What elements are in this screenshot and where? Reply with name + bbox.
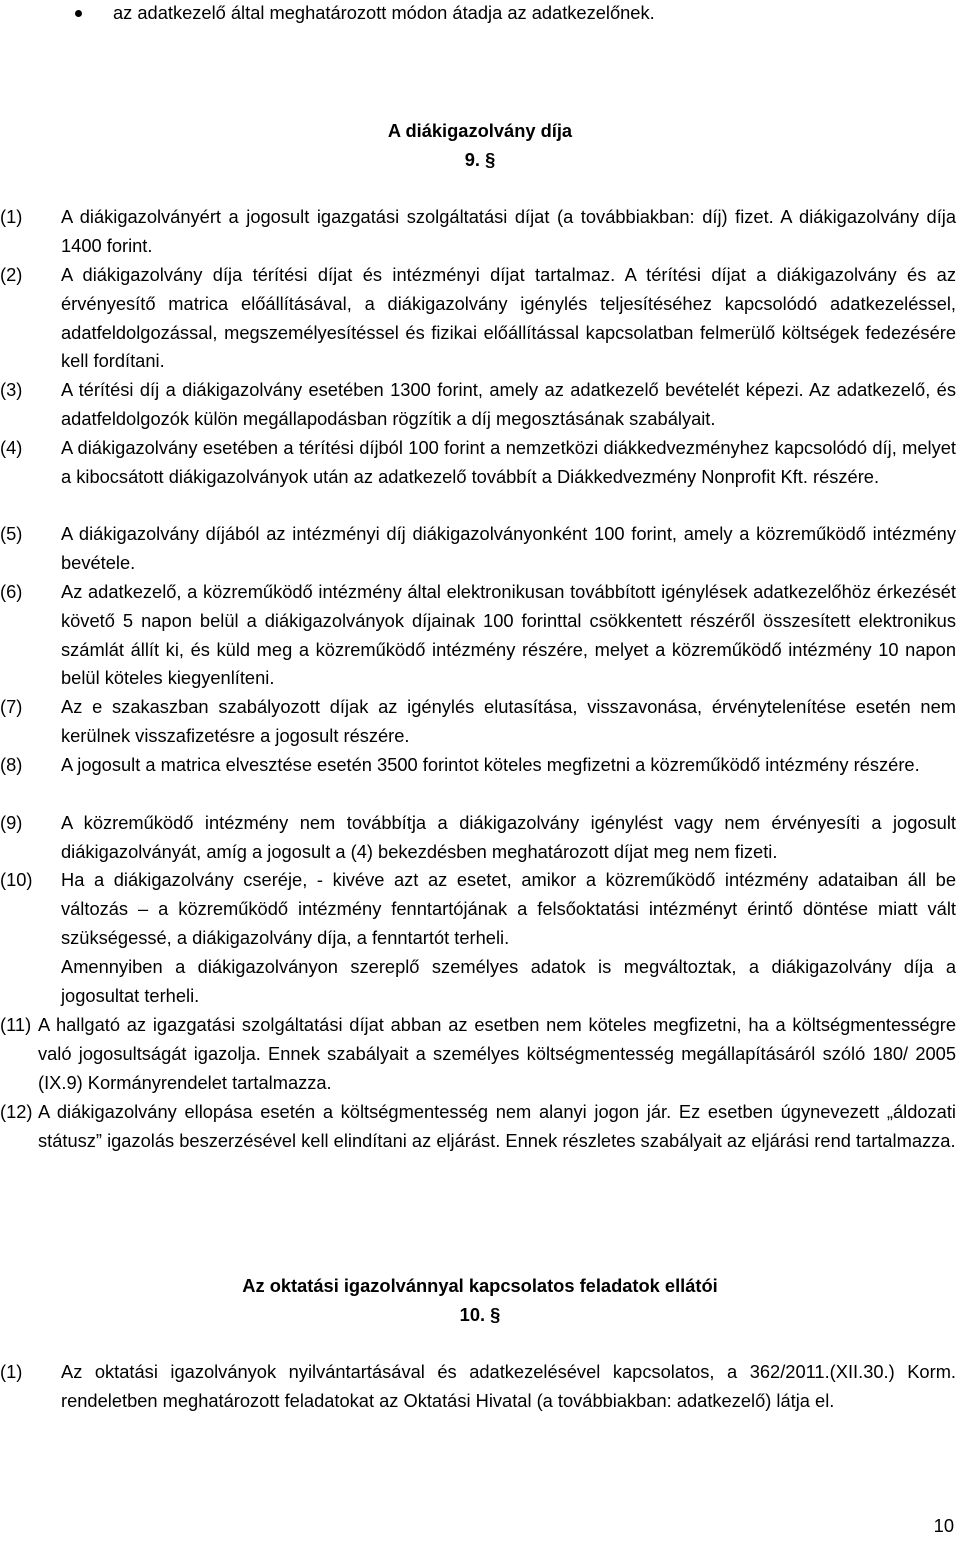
bullet-text: az adatkezelő által meghatározott módon átadja az adatkezelőnek. (113, 2, 655, 23)
paragraph-text: A diákigazolvány díja térítési díjat és intézményi díjat tartalmaz. A térítési díjat a diákigazolvány és az érvényesítő matrica előállításával, a diákigazolvány igénylés teljesítéséhez kapcsolódó adatkezeléssel, adatfeldolgozással, megszemélyesítéssel és fizikai előállítással kapcsolatban felmerülő költségek fedezésére kell fordítani. (61, 264, 956, 372)
paragraph-text: A térítési díj a diákigazolvány esetében 1300 forint, amely az adatkezelő bevételét képezi. Az adatkezelő, és adatfeldolgozók külön megállapodásban rögzítik a díj megosztásának szabályait. (61, 379, 956, 429)
paragraph-9-10 (0, 866, 956, 952)
paragraph-9-7 (0, 693, 956, 751)
paragraph-9-10-continued (0, 953, 956, 1011)
page-number: 10 (933, 1515, 954, 1536)
paragraph-text: Az adatkezelő, a közreműködő intézmény által elektronikusan továbbított igénylések adatkezelőhöz érkezését követő 5 napon belül a diákigazolványok díjainak 100 forinttal csökkentett részéről összesített elektronikus számlát állít ki, és küld meg a közreműködő intézmény részére, melyet a közreműködő intézmény 10 napon belül köteles kiegyenlíteni. (61, 581, 956, 689)
paragraph-number: (8) (0, 754, 23, 775)
paragraph-text: Az e szakaszban szabályozott díjak az igénylés elutasítása, visszavonása, érvénytelenítése esetén nem kerülnek visszafizetésre a jogosult részére. (61, 696, 956, 746)
paragraph-number: (12) (0, 1101, 33, 1122)
paragraph-number: (4) (0, 437, 23, 458)
paragraph-9-6 (0, 578, 956, 693)
paragraph-number: (6) (0, 581, 23, 602)
paragraph-9-4 (0, 434, 956, 492)
paragraph-text: Az oktatási igazolványok nyilvántartásával és adatkezelésével kapcsolatos, a 362/2011.(XII.30.) Korm. rendeletben meghatározott feladatokat az Oktatási Hivatal (a továbbiakban: adatkezelő) látja el. (61, 1361, 956, 1411)
paragraph-text: A jogosult a matrica elvesztése esetén 3500 forintot köteles megfizetni a közreműködő intézmény részére. (61, 754, 920, 775)
paragraph-text: A hallgató az igazgatási szolgáltatási díjat abban az esetben nem köteles megfizetni, ha a költségmentességre való jogosultságát igazolja. Ennek szabályait a személyes költségmentesség megállapításáról szóló 180/ 2005 (IX.9) Kormányrendelet tartalmazza. (38, 1014, 956, 1093)
section-10-title: Az oktatási igazolvánnyal kapcsolatos feladatok ellátói (242, 1275, 718, 1296)
paragraph-number: (2) (0, 264, 23, 285)
paragraph-9-1 (0, 203, 956, 261)
bullet-icon (75, 10, 82, 17)
paragraph-9-9 (0, 809, 956, 867)
paragraph-number: (9) (0, 812, 23, 833)
paragraph-number: (1) (0, 206, 23, 227)
paragraph-9-12 (0, 1098, 956, 1156)
paragraph-text: Amennyiben a diákigazolványon szereplő személyes adatok is megváltoztak, a diákigazolvány díja a jogosultat terheli. (61, 956, 956, 1006)
paragraph-9-5 (0, 520, 956, 578)
paragraph-10-1 (0, 1358, 956, 1416)
section-10-number: 10. § (459, 1304, 501, 1325)
paragraph-number: (7) (0, 696, 23, 717)
paragraph-number: (5) (0, 523, 23, 544)
paragraph-9-2 (0, 261, 956, 376)
paragraph-text: A közreműködő intézmény nem továbbítja a diákigazolvány igénylést vagy nem érvényesíti a jogosult diákigazolványát, amíg a jogosult a (4) bekezdésben meghatározott díjat meg nem fizeti. (61, 812, 956, 862)
paragraph-text: A diákigazolvány esetében a térítési díjból 100 forint a nemzetközi diákkedvezményhez kapcsolódó díj, melyet a kibocsátott diákigazolványok után az adatkezelő továbbít a Diákkedvezmény Nonprofit Kft. részére. (61, 437, 956, 487)
section-9-number: 9. § (464, 149, 496, 170)
paragraph-9-3 (0, 376, 956, 434)
paragraph-number: (3) (0, 379, 23, 400)
paragraph-9-11 (0, 1011, 956, 1097)
paragraph-text: A diákigazolvány díjából az intézményi díj diákigazolványonként 100 forint, amely a közreműködő intézmény bevétele. (61, 523, 956, 573)
paragraph-number: (1) (0, 1361, 23, 1382)
paragraph-text: A diákigazolványért a jogosult igazgatási szolgáltatási díjat (a továbbiakban: díj) fizet. A diákigazolvány díja 1400 forint. (61, 206, 956, 256)
section-9-title: A diákigazolvány díja (387, 120, 573, 141)
paragraph-number: (10) (0, 869, 33, 890)
paragraph-text: Ha a diákigazolvány cseréje, - kivéve azt az esetet, amikor a közreműködő intézmény adataiban áll be változás – a közreműködő intézmény fenntartójának a felsőoktatási intézményt érintő döntése miatt vált szükségessé, a diákigazolvány díja, a fenntartót terheli. (61, 869, 956, 948)
paragraph-text: A diákigazolvány ellopása esetén a költségmentesség nem alanyi jogon jár. Ez esetben úgynevezett „áldozati státusz” igazolás beszerzésével kell elindítani az eljárást. Ennek részletes szabályait az eljárási rend tartalmazza. (38, 1101, 956, 1151)
paragraph-number: (11) (0, 1014, 32, 1035)
paragraph-9-8 (0, 751, 956, 780)
